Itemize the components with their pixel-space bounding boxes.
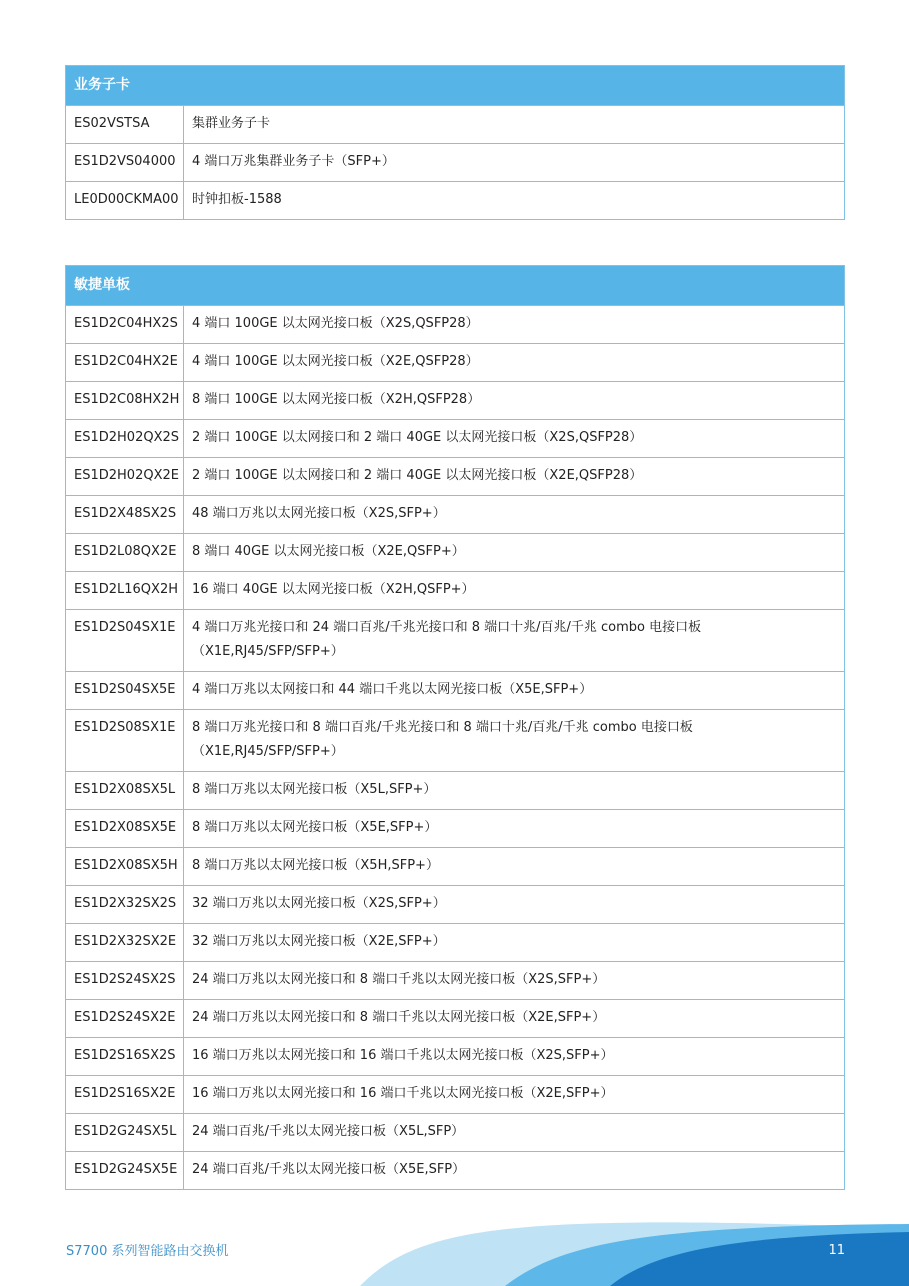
part-number-cell: ES1D2VS04000 <box>66 144 184 182</box>
description-line: 4 端口 100GE 以太网光接口板（X2E,QSFP28） <box>192 354 479 369</box>
table-row <box>66 848 845 886</box>
description-line: 4 端口 100GE 以太网光接口板（X2S,QSFP28） <box>192 316 479 331</box>
part-number-cell: ES1D2X08SX5E <box>66 810 184 848</box>
description-cell <box>184 672 845 710</box>
description-cell <box>184 1038 845 1076</box>
part-number-cell: LE0D00CKMA00 <box>66 182 184 220</box>
part-number-cell: ES1D2H02QX2E <box>66 458 184 496</box>
description-cell <box>184 1000 845 1038</box>
description-line: 24 端口百兆/千兆以太网光接口板（X5L,SFP） <box>192 1124 465 1139</box>
description-cell <box>184 534 845 572</box>
part-number-cell: ES1D2S16SX2S <box>66 1038 184 1076</box>
part-number-cell: ES1D2X32SX2S <box>66 886 184 924</box>
part-number-cell: ES1D2H02QX2S <box>66 420 184 458</box>
section-header-agile-boards: 敏捷单板 <box>66 266 845 306</box>
description-line: 4 端口万兆以太网接口和 44 端口千兆以太网光接口板（X5E,SFP+） <box>192 682 593 697</box>
table-row <box>66 382 845 420</box>
table-row <box>66 1076 845 1114</box>
description-line: 2 端口 100GE 以太网接口和 2 端口 40GE 以太网光接口板（X2E,QSFP28） <box>192 468 643 483</box>
description-line: 8 端口万兆以太网光接口板（X5L,SFP+） <box>192 782 437 797</box>
part-number-cell: ES1D2L08QX2E <box>66 534 184 572</box>
description-line: 8 端口万兆以太网光接口板（X5H,SFP+） <box>192 858 439 873</box>
description-cell <box>184 962 845 1000</box>
part-number-cell: ES1D2G24SX5L <box>66 1114 184 1152</box>
table-row <box>66 1038 845 1076</box>
description-cell <box>184 924 845 962</box>
table-row <box>66 1000 845 1038</box>
part-number-cell: ES1D2C08HX2H <box>66 382 184 420</box>
description-line: 24 端口百兆/千兆以太网光接口板（X5E,SFP） <box>192 1162 466 1177</box>
part-number-cell: ES1D2S16SX2E <box>66 1076 184 1114</box>
table-row <box>66 672 845 710</box>
description-line: 8 端口 100GE 以太网光接口板（X2H,QSFP28） <box>192 392 481 407</box>
description-line: 2 端口 100GE 以太网接口和 2 端口 40GE 以太网光接口板（X2S,QSFP28） <box>192 430 643 445</box>
description-cell <box>184 382 845 420</box>
part-number-cell: ES1D2C04HX2S <box>66 306 184 344</box>
agile-boards-table <box>65 265 845 1190</box>
business-cards-table <box>65 65 845 220</box>
description-line: 4 端口万兆集群业务子卡（SFP+） <box>192 154 395 169</box>
description-line: 集群业务子卡 <box>192 116 271 131</box>
description-cell <box>184 420 845 458</box>
description-line: 24 端口万兆以太网光接口和 8 端口千兆以太网光接口板（X2E,SFP+） <box>192 1010 606 1025</box>
description-line: 32 端口万兆以太网光接口板（X2E,SFP+） <box>192 934 446 949</box>
description-cell <box>184 572 845 610</box>
description-line: 时钟扣板-1588 <box>192 192 282 207</box>
part-number-cell: ES1D2S04SX5E <box>66 672 184 710</box>
part-number-cell: ES1D2S24SX2E <box>66 1000 184 1038</box>
table-row <box>66 1152 845 1190</box>
page-number: 11 <box>828 1243 845 1258</box>
description-cell <box>184 772 845 810</box>
description-line: 4 端口万兆光接口和 24 端口百兆/千兆光接口和 8 端口十兆/百兆/千兆 combo 电接口板 <box>192 620 702 635</box>
table-header-row <box>66 66 845 106</box>
table-row <box>66 420 845 458</box>
part-number-cell: ES1D2S08SX1E <box>66 710 184 772</box>
description-line: 32 端口万兆以太网光接口板（X2S,SFP+） <box>192 896 446 911</box>
table-row <box>66 572 845 610</box>
description-line: 16 端口万兆以太网光接口和 16 端口千兆以太网光接口板（X2E,SFP+） <box>192 1086 614 1101</box>
description-cell <box>184 810 845 848</box>
description-line-continued: （X1E,RJ45/SFP/SFP+） <box>192 744 344 759</box>
part-number-cell: ES1D2C04HX2E <box>66 344 184 382</box>
description-cell <box>184 496 845 534</box>
description-cell <box>184 306 845 344</box>
table-row <box>66 534 845 572</box>
footer-product-title: S7700 系列智能路由交换机 <box>66 1244 229 1259</box>
table-row <box>66 886 845 924</box>
description-cell <box>184 106 845 144</box>
part-number-cell: ES02VSTSA <box>66 106 184 144</box>
description-line: 24 端口万兆以太网光接口和 8 端口千兆以太网光接口板（X2S,SFP+） <box>192 972 606 987</box>
description-line: 8 端口万兆光接口和 8 端口百兆/千兆光接口和 8 端口十兆/百兆/千兆 combo 电接口板 <box>192 720 693 735</box>
table-row <box>66 710 845 772</box>
table-row <box>66 772 845 810</box>
description-line: 16 端口 40GE 以太网光接口板（X2H,QSFP+） <box>192 582 475 597</box>
description-cell <box>184 458 845 496</box>
table-row <box>66 610 845 672</box>
table-row <box>66 306 845 344</box>
part-number-cell: ES1D2X48SX2S <box>66 496 184 534</box>
description-line: 16 端口万兆以太网光接口和 16 端口千兆以太网光接口板（X2S,SFP+） <box>192 1048 614 1063</box>
part-number-cell: ES1D2S24SX2S <box>66 962 184 1000</box>
table-row <box>66 924 845 962</box>
description-cell <box>184 886 845 924</box>
part-number-cell: ES1D2X32SX2E <box>66 924 184 962</box>
table-row <box>66 344 845 382</box>
description-cell <box>184 1152 845 1190</box>
table-row <box>66 106 845 144</box>
description-cell <box>184 344 845 382</box>
table-row <box>66 496 845 534</box>
part-number-cell: ES1D2L16QX2H <box>66 572 184 610</box>
section-header-business-cards: 业务子卡 <box>66 66 845 106</box>
description-cell <box>184 144 845 182</box>
description-cell <box>184 182 845 220</box>
description-cell <box>184 1076 845 1114</box>
table-row <box>66 1114 845 1152</box>
description-line: 48 端口万兆以太网光接口板（X2S,SFP+） <box>192 506 446 521</box>
description-cell <box>184 1114 845 1152</box>
description-line: 8 端口万兆以太网光接口板（X5E,SFP+） <box>192 820 438 835</box>
description-line-continued: （X1E,RJ45/SFP/SFP+） <box>192 644 344 659</box>
description-cell <box>184 710 845 772</box>
part-number-cell: ES1D2G24SX5E <box>66 1152 184 1190</box>
description-line: 8 端口 40GE 以太网光接口板（X2E,QSFP+） <box>192 544 465 559</box>
table-row <box>66 182 845 220</box>
description-cell <box>184 610 845 672</box>
part-number-cell: ES1D2S04SX1E <box>66 610 184 672</box>
table-row <box>66 810 845 848</box>
table-row <box>66 962 845 1000</box>
table-row <box>66 144 845 182</box>
table-row <box>66 458 845 496</box>
part-number-cell: ES1D2X08SX5H <box>66 848 184 886</box>
table-header-row <box>66 266 845 306</box>
description-cell <box>184 848 845 886</box>
part-number-cell: ES1D2X08SX5L <box>66 772 184 810</box>
